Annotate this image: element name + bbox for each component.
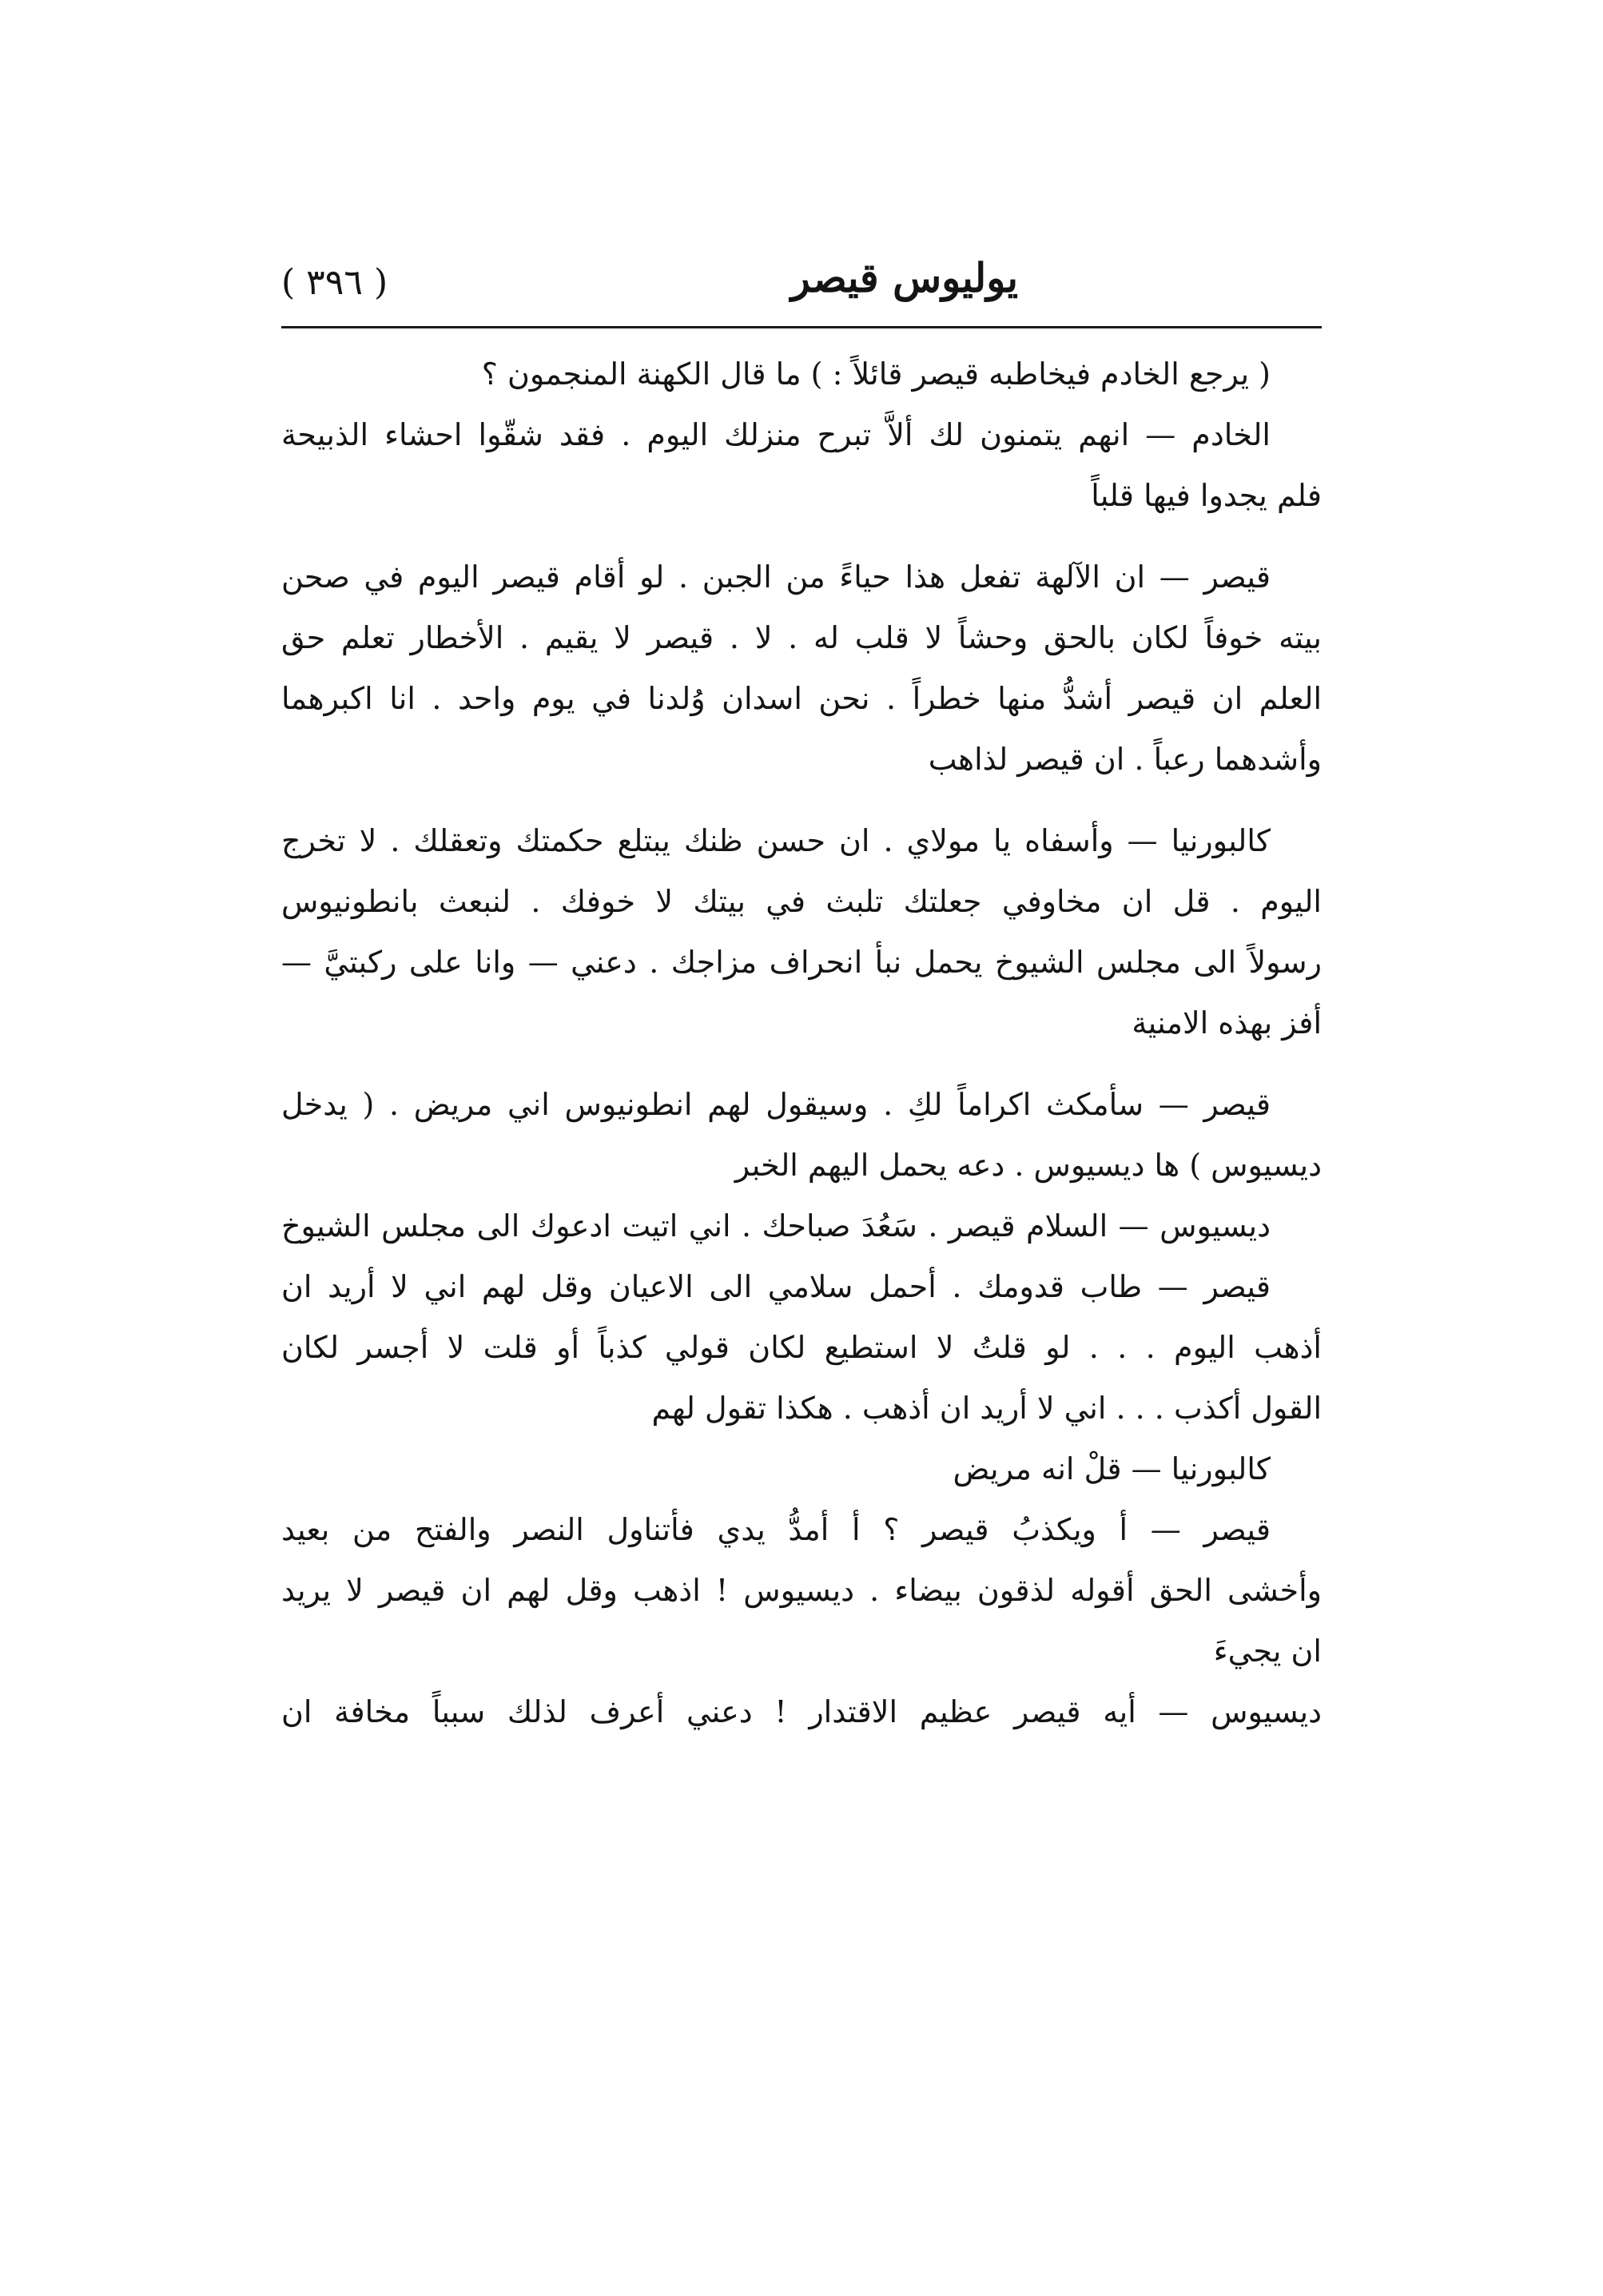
text-line: ديسيوس — أيه قيصر عظيم الاقتدار ! دعني أعرف لذلك سبباً مخافة ان (281, 1694, 1322, 1729)
text-line: القول أكذب . . . اني لا أريد ان أذهب . هكذا تقول لهم (651, 1391, 1322, 1426)
running-head (281, 254, 1322, 326)
text-line: كالبورنيا — وأسفاه يا مولاي . ان حسن ظنك يبتلع حكمتك وتعقلك . لا تخرج (281, 823, 1271, 858)
text-line: ديسيوس ) ها ديسيوس . دعه يحمل اليهم الخبر (734, 1148, 1322, 1183)
text-line: ان يجيءَ (1213, 1633, 1322, 1669)
text-line: قيصر — ان الآلهة تفعل هذا حياءً من الجبن . لو أقام قيصر اليوم في صحن (281, 559, 1271, 595)
text-line: العلم ان قيصر أشدُّ منها خطراً . نحن اسدان وُلدنا في يوم واحد . انا اكبرهما (281, 681, 1322, 716)
book-title: يوليوس قيصر (790, 254, 1018, 301)
text-line: كالبورنيا — قلْ انه مريض (953, 1451, 1271, 1486)
text-line: أذهب اليوم . . . لو قلتُ لا استطيع لكان قولي كذباً أو قلت لا أجسر لكان (281, 1330, 1322, 1365)
text-line: قيصر — سأمكث اكراماً لكِ . وسيقول لهم انطونيوس اني مريض . ( يدخل (281, 1087, 1271, 1122)
text-line: قيصر — أ ويكذبُ قيصر ؟ أ أمدُّ يدي فأتناول النصر والفتح من بعيد (281, 1512, 1271, 1547)
text-line: بيته خوفاً لكان بالحق وحشاً لا قلب له . لا . قيصر لا يقيم . الأخطار تعلم حق (281, 620, 1322, 655)
text-line: اليوم . قل ان مخاوفي جعلتك تلبث في بيتك لا خوفك . لنبعث بانطونيوس (281, 884, 1322, 919)
text-line: وأخشى الحق أقوله لذقون بيضاء . ديسيوس ! اذهب وقل لهم ان قيصر لا يريد (281, 1573, 1322, 1608)
text-line: أفز بهذه الامنية (1132, 1005, 1322, 1041)
text-line: ديسيوس — السلام قيصر . سَعُدَ صباحك . اني اتيت ادعوك الى مجلس الشيوخ (281, 1208, 1271, 1244)
text-line: ( يرجع الخادم فيخاطبه قيصر قائلاً : ) ما قال الكهنة المنجمون ؟ (481, 356, 1271, 392)
page-text (281, 344, 1322, 1742)
page-number: ( ٣٩٦ ) (281, 262, 388, 303)
text-line: فلم يجدوا فيها قلباً (1091, 478, 1322, 513)
text-line: الخادم — انهم يتمنون لك ألاَّ تبرح منزلك اليوم . فقد شقّوا احشاء الذبيحة (281, 417, 1271, 452)
text-line: رسولاً الى مجلس الشيوخ يحمل نبأ انحراف مزاجك . دعني — وانا على ركبتيَّ — (281, 945, 1322, 980)
text-line: قيصر — طاب قدومك . أحمل سلامي الى الاعيان وقل لهم اني لا أريد ان (281, 1269, 1271, 1304)
text-line: وأشدهما رعباً . ان قيصر لذاهب (928, 742, 1322, 777)
header-rule (281, 326, 1322, 328)
